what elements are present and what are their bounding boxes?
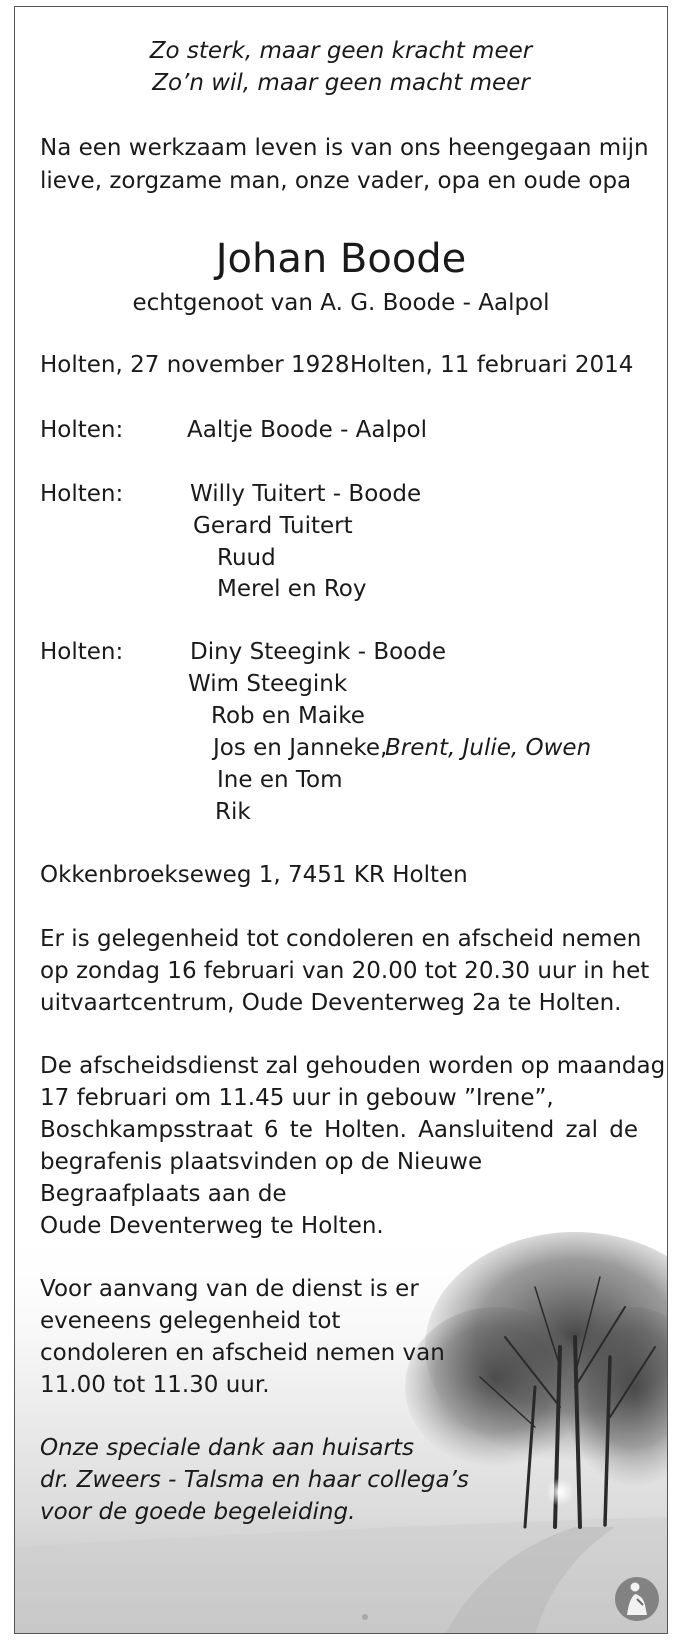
service-line-5: Begraafplaats aan de <box>40 1181 287 1207</box>
death-date: Holten, 11 februari 2014 <box>350 352 634 378</box>
obituary-card <box>14 6 668 1634</box>
poem-line-1: Zo sterk, maar geen kracht meer <box>149 38 533 64</box>
family-member: Rik <box>215 799 251 825</box>
before-service-line-2: eveneens gelegenheid tot <box>40 1308 341 1334</box>
before-service-line-3: condoleren en afscheid nemen van <box>40 1340 445 1366</box>
family-member: Rob en Maike <box>211 703 365 729</box>
mourning-figure-logo <box>613 1575 661 1623</box>
family-member: Gerard Tuitert <box>193 513 353 539</box>
home-address: Okkenbroekseweg 1, 7451 KR Holten <box>40 862 468 888</box>
condolence-line-3: uitvaartcentrum, Oude Deventerweg 2a te Holten. <box>40 990 622 1016</box>
family-member: Jos en Janneke, <box>213 735 388 761</box>
family-member: Wim Steegink <box>188 671 348 697</box>
family-member: Merel en Roy <box>217 576 367 602</box>
service-line-3: Boschkampsstraat 6 te Holten. Aansluitend zal de <box>40 1117 638 1143</box>
family-member: Willy Tuitert - Boode <box>190 481 422 507</box>
service-line-2: 17 februari om 11.45 uur in gebouw ”Irene”, <box>40 1085 554 1111</box>
family-place: Holten: <box>40 481 124 507</box>
intro-line-1: Na een werkzaam leven is van ons heengegaan mijn <box>40 135 649 161</box>
thanks-line-1: Onze speciale dank aan huisarts <box>40 1435 414 1461</box>
service-line-6: Oude Deventerweg te Holten. <box>40 1213 384 1239</box>
thanks-line-3: voor de goede begeleiding. <box>40 1499 356 1525</box>
birth-date: Holten, 27 november 1928 <box>40 352 350 378</box>
service-line-1: De afscheidsdienst zal gehouden worden op maandag <box>40 1053 666 1079</box>
family-member: Diny Steegink - Boode <box>190 639 446 665</box>
intro-line-2: lieve, zorgzame man, onze vader, opa en oude opa <box>40 168 632 194</box>
family-member: Ruud <box>217 545 276 571</box>
deceased-name: Johan Boode <box>215 236 467 282</box>
family-place: Holten: <box>40 639 124 665</box>
service-line-4: begrafenis plaatsvinden op de Nieuwe <box>40 1149 483 1175</box>
family-place: Holten: <box>40 417 124 443</box>
condolence-line-1: Er is gelegenheid tot condoleren en afscheid nemen <box>40 926 642 952</box>
before-service-line-4: 11.00 tot 11.30 uur. <box>40 1372 270 1398</box>
spouse-line: echtgenoot van A. G. Boode - Aalpol <box>132 290 550 316</box>
thanks-line-2: dr. Zweers - Talsma en haar collega’s <box>40 1467 469 1493</box>
before-service-line-1: Voor aanvang van de dienst is er <box>40 1276 419 1302</box>
poem-line-2: Zo’n wil, maar geen macht meer <box>152 70 530 96</box>
family-member: Aaltje Boode - Aalpol <box>187 417 427 443</box>
condolence-line-2: op zondag 16 februari van 20.00 tot 20.30 uur in het <box>40 958 650 984</box>
family-member: Ine en Tom <box>217 767 343 793</box>
grandchildren-names: Brent, Julie, Owen <box>385 735 592 761</box>
